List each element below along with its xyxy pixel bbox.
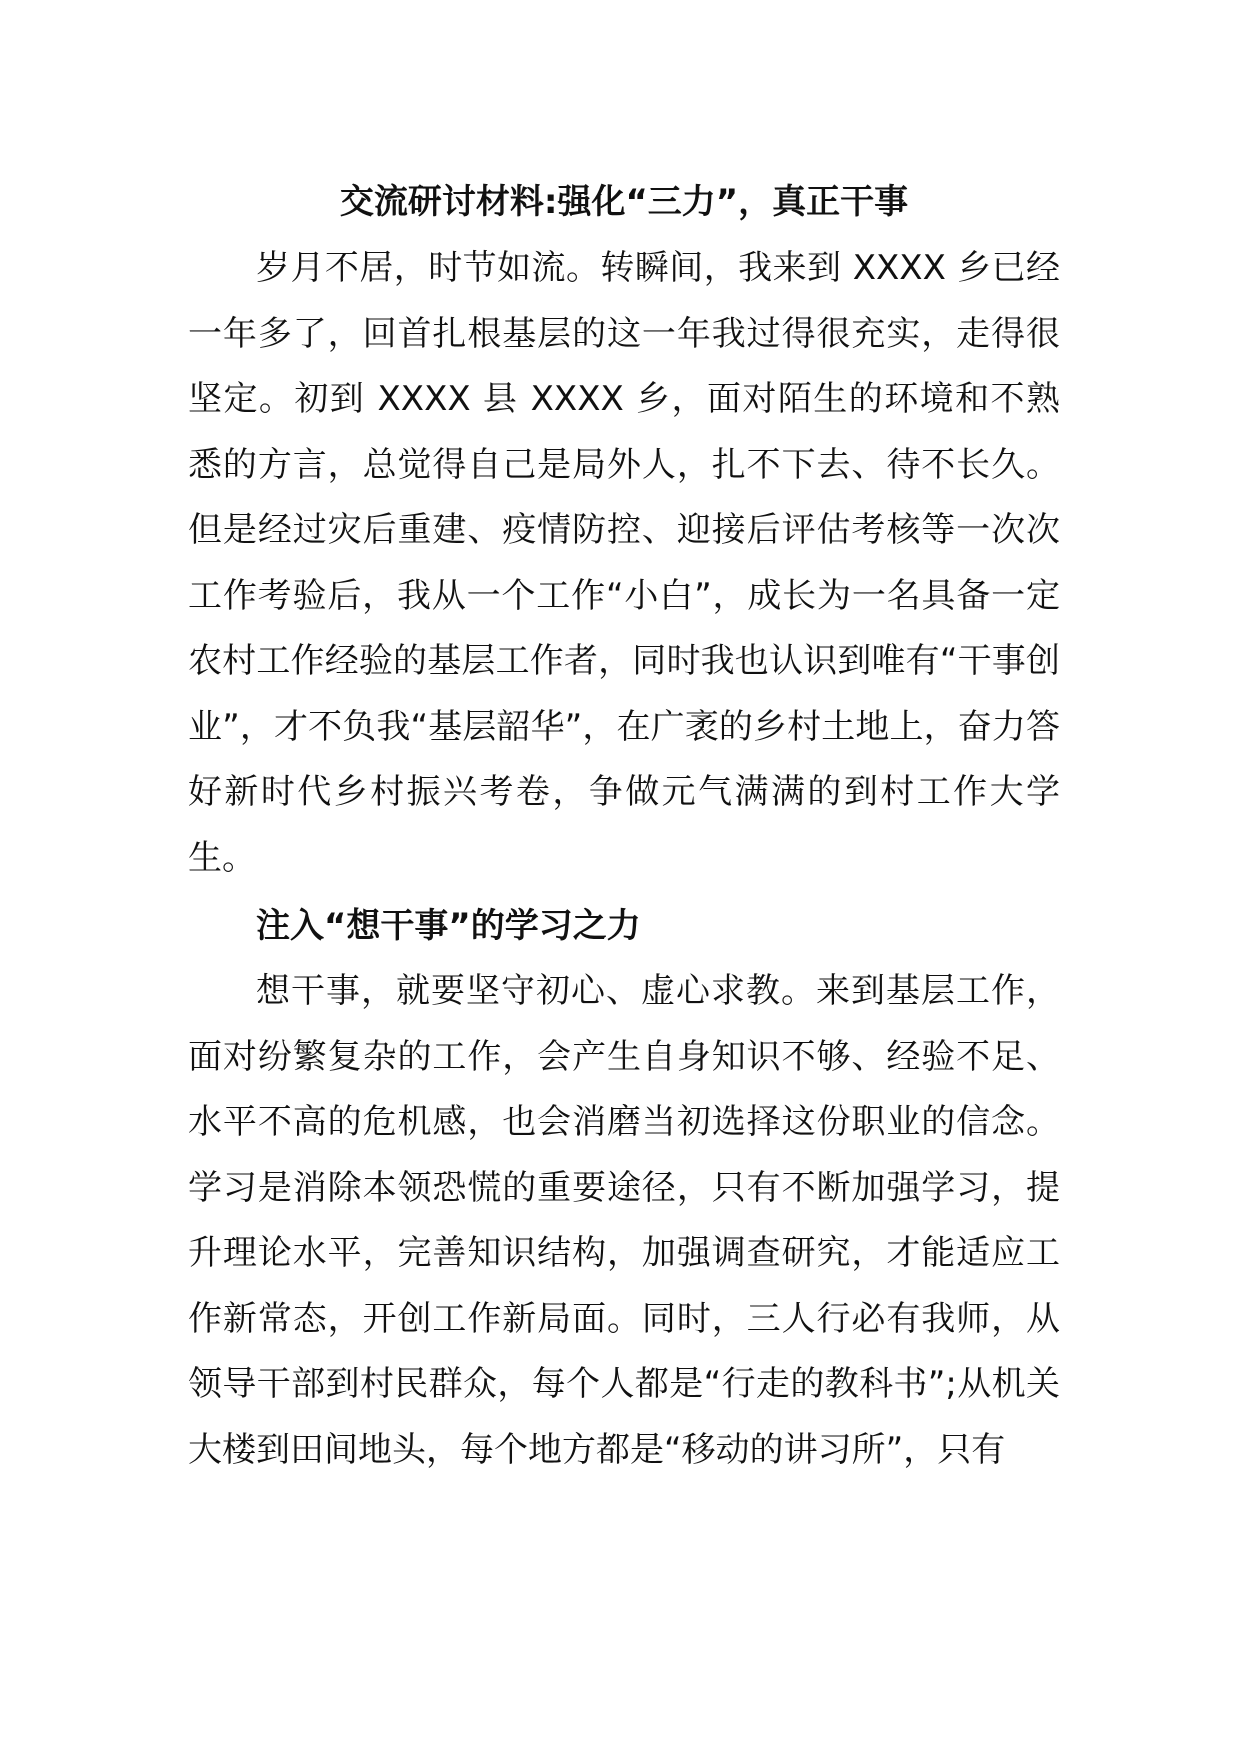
- document-body: [188, 168, 1060, 1483]
- document-title: 交流研讨材料:强化“三力”，真正干事: [339, 182, 909, 222]
- section-heading: 注入“想干事”的学习之力: [256, 906, 641, 946]
- section-paragraph: 想干事，就要坚守初心、虚心求教。来到基层工作，面对纷繁复杂的工作，会产生自身知识不够、经验不足、水平不高的危机感，也会消磨当初选择这份职业的信念。学习是消除本领恐慌的重要途径，只有不断加强学习，提升理论水平，完善知识结构，加强调查研究，才能适应工作新常态，开创工作新局面。同时，三人行必有我师，从领导干部到村民群众，每个人都是“行走的教科书”;从机关大楼到田间地头，每个地方都是“移动的讲习所”，只有: [188, 971, 1060, 1470]
- intro-paragraph: 岁月不居，时节如流。转瞬间，我来到 XXXX 乡已经一年多了，回首扎根基层的这一年我过得很充实，走得很坚定。初到 XXXX 县 XXXX 乡，面对陌生的环境和不熟悉的方言，总觉得自己是局外人，扎不下去、待不长久。但是经过灾后重建、疫情防控、迎接后评估考核等一次次工作考验后，我从一个工作“小白”，成长为一名具备一定农村工作经验的基层工作者，同时我也认识到唯有“干事创业”，才不负我“基层韶华”，在广袤的乡村土地上，奋力答好新时代乡村振兴考卷，争做元气满满的到村工作大学生。: [188, 248, 1060, 878]
